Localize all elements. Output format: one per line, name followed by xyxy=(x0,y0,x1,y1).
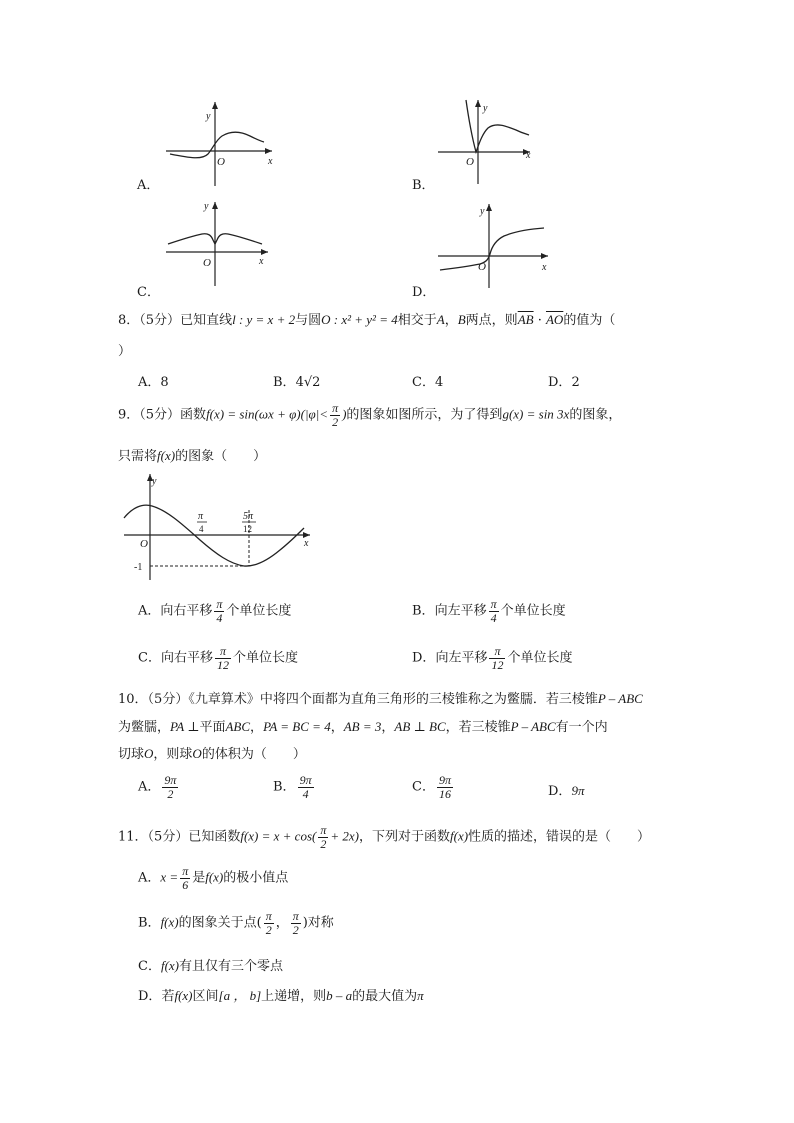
frac-den: 2 xyxy=(292,922,299,937)
frac-num: π xyxy=(215,645,231,659)
option-math: f(x) xyxy=(160,958,179,973)
option-text: 是 xyxy=(192,870,206,886)
option-math: f(x) xyxy=(160,914,179,930)
q9-fx: f(x) xyxy=(157,448,176,463)
option-math: [a ， b] xyxy=(218,988,262,1003)
q7-label-a: A． xyxy=(137,178,160,193)
option-text: 有且仅有三个零点 xyxy=(179,959,284,974)
y-label: y xyxy=(206,111,211,122)
q10-option-c[interactable] xyxy=(412,774,455,800)
q11-f-expr: f(x) = x + cos( xyxy=(240,828,317,844)
y-label: y xyxy=(480,206,485,217)
option-text: 个单位长度 xyxy=(232,650,298,666)
option-text: 个单位长度 xyxy=(507,650,573,666)
frac-num: π xyxy=(216,597,223,611)
q10-text: ，则球 xyxy=(153,747,193,762)
q8-circle-eq: O : x² + y² = 4 xyxy=(321,312,398,327)
x-label: x xyxy=(526,150,531,161)
q8-line1 xyxy=(118,309,615,328)
option-math: f(x) xyxy=(205,869,224,885)
option-text: 9π xyxy=(571,783,585,798)
option-label: D． xyxy=(548,375,572,390)
origin-label: O xyxy=(140,538,148,550)
option-text: 的图象关于点( xyxy=(178,915,262,931)
graph-c-svg xyxy=(160,198,280,293)
q8-option-d[interactable] xyxy=(548,371,580,390)
q7-label-c: C． xyxy=(137,285,160,300)
option-frac xyxy=(215,645,231,671)
q10-text: 为鳖臑， xyxy=(118,720,171,735)
q10-option-a[interactable] xyxy=(138,774,180,800)
x-arrow-icon xyxy=(261,249,268,255)
q8-text: ， xyxy=(444,313,458,328)
q10-math: AB ⊥ BC xyxy=(394,719,446,734)
q10-line1 xyxy=(118,688,643,707)
frac-den: 12 xyxy=(216,657,229,672)
frac-den: 2 xyxy=(167,786,174,801)
option-math: f(x) xyxy=(174,988,193,1003)
q10-math: O xyxy=(192,746,202,761)
min-label: -1 xyxy=(134,562,143,573)
option-label: B． xyxy=(138,915,161,931)
option-text: 若 xyxy=(161,989,175,1004)
tick1-den: 4 xyxy=(199,524,204,534)
q11-option-d[interactable] xyxy=(138,985,424,1004)
q10-math: P – ABC xyxy=(510,719,556,734)
q10-line2 xyxy=(118,716,608,735)
q10-math: PA ⊥ xyxy=(170,719,200,734)
q11-number: 11． xyxy=(118,829,148,845)
option-frac xyxy=(180,865,190,891)
origin-label: O xyxy=(203,257,211,269)
frac-den: 6 xyxy=(182,877,189,892)
option-label: A． xyxy=(138,779,161,795)
option-label: B． xyxy=(273,375,296,390)
option-label: A． xyxy=(138,603,161,619)
option-frac xyxy=(162,774,178,800)
option-label: D． xyxy=(548,784,572,799)
option-math: b – a xyxy=(326,988,353,1003)
option-label: B． xyxy=(412,603,435,619)
graph-d-svg xyxy=(434,198,554,293)
option-text: )对称 xyxy=(302,915,334,931)
q8-number: 8． xyxy=(118,313,140,328)
option-text: 向右平移 xyxy=(160,603,213,619)
q9-graph xyxy=(118,470,318,585)
q8-option-b[interactable] xyxy=(273,371,320,390)
option-text: ， xyxy=(275,915,289,931)
q8-line-eq: l : y = x + 2 xyxy=(232,312,296,327)
frac-den: 4 xyxy=(302,786,309,801)
q10-text: 的体积为（ ） xyxy=(201,747,306,762)
q10-option-d[interactable] xyxy=(548,780,584,799)
q9-line1 xyxy=(118,402,621,428)
frac-num: π xyxy=(320,823,327,837)
q8-text: 两点，则 xyxy=(465,313,518,328)
frac-num: π xyxy=(332,401,339,415)
option-label: D． xyxy=(138,989,162,1004)
frac-den: 16 xyxy=(438,786,451,801)
option-frac xyxy=(264,910,274,936)
option-text: 向左平移 xyxy=(434,603,487,619)
q10-text: 平面 xyxy=(199,720,226,735)
option-label: C． xyxy=(138,959,161,974)
q9-line2 xyxy=(118,445,266,464)
option-text: 8 xyxy=(160,375,169,390)
q11-line1 xyxy=(118,824,650,850)
option-text: 个单位长度 xyxy=(226,603,292,619)
q8-text: 与圆 xyxy=(295,313,322,328)
option-label: C． xyxy=(412,779,435,795)
tick2-den: 12 xyxy=(243,524,252,534)
q8-option-c[interactable] xyxy=(412,371,443,390)
frac-num: 9π xyxy=(164,773,177,787)
q8-close-paren: ） xyxy=(118,344,132,359)
q10-text: ，若三棱锥 xyxy=(445,720,511,735)
y-label: y xyxy=(204,201,209,212)
option-label: C． xyxy=(412,375,435,390)
q10-pyramid: P – ABC xyxy=(597,691,643,706)
q9-f-close: ) xyxy=(342,406,347,422)
frac-num: π xyxy=(489,645,505,659)
option-text: 4√2 xyxy=(295,375,321,390)
q9-text: 的图象（ ） xyxy=(175,449,267,464)
x-label: x xyxy=(304,538,309,549)
q10-text: 切球 xyxy=(118,747,145,762)
q8-text: 的值为（ xyxy=(563,313,616,328)
q9-number: 9． xyxy=(118,407,140,423)
curve-b xyxy=(466,100,529,152)
option-math: π xyxy=(417,988,424,1003)
option-frac xyxy=(489,598,499,624)
x-arrow-icon xyxy=(541,253,548,259)
q8-point-b: B xyxy=(457,312,466,327)
q11-text: ，下列对于函数 xyxy=(358,829,450,845)
origin-label: O xyxy=(217,156,225,168)
frac-den: 2 xyxy=(332,414,339,429)
q10-text: ， xyxy=(330,720,344,735)
q11-text: （5分）已知函数 xyxy=(147,829,241,845)
tick2-num: 5π xyxy=(243,511,254,522)
option-text: 的最大值为 xyxy=(352,989,418,1004)
curve-d xyxy=(440,228,544,270)
q9-g-expr: g(x) = sin 3x xyxy=(502,406,570,422)
option-text: 向右平移 xyxy=(160,650,213,666)
q9-text: 只需将 xyxy=(118,449,158,464)
q9-option-d[interactable] xyxy=(412,645,572,671)
y-label: y xyxy=(483,103,488,114)
q7-label-b: B． xyxy=(412,178,435,193)
q8-vector-ab: $\overline{AB}$ xyxy=(517,312,534,327)
q11-frac xyxy=(318,824,328,850)
option-text: 的极小值点 xyxy=(223,870,289,886)
tick1-num: π xyxy=(198,511,204,522)
sine-curve xyxy=(124,505,304,566)
q11-option-a[interactable] xyxy=(138,865,288,891)
x-label: x xyxy=(259,256,264,267)
x-label: x xyxy=(268,156,273,167)
y-arrow-icon xyxy=(486,204,492,211)
q9-option-b[interactable] xyxy=(412,598,566,624)
origin-label: O xyxy=(466,156,474,168)
option-label: C． xyxy=(138,650,161,666)
q8-dot: · xyxy=(533,313,546,328)
frac-den: 2 xyxy=(320,836,327,851)
option-text: 上递增，则 xyxy=(261,989,327,1004)
option-frac xyxy=(291,910,301,936)
option-frac xyxy=(489,645,505,671)
y-arrow-icon xyxy=(475,100,481,107)
q9-frac xyxy=(330,402,340,428)
option-text: 2 xyxy=(571,375,580,390)
q10-text: 有一个内 xyxy=(555,720,608,735)
q8-option-a[interactable] xyxy=(138,371,169,390)
q9-score: （5分）函数 xyxy=(139,407,207,423)
q10-number: 10． xyxy=(118,692,148,707)
q9-option-c[interactable] xyxy=(138,645,298,671)
q10-text: ， xyxy=(250,720,264,735)
origin-label: O xyxy=(478,261,486,273)
y-label: y xyxy=(152,476,157,487)
q10-text: （5分）《九章算术》中将四个面都为直角三角形的三棱锥称之为鳖臑．若三棱锥 xyxy=(147,692,598,707)
graph-b-svg xyxy=(434,96,544,191)
q11-option-c[interactable] xyxy=(138,955,283,974)
frac-num: π xyxy=(182,864,189,878)
option-frac xyxy=(298,774,314,800)
q9-option-a[interactable] xyxy=(138,598,291,624)
q11-f-tail: + 2x) xyxy=(330,828,359,844)
q10-option-b[interactable] xyxy=(273,774,316,800)
curve-a xyxy=(170,132,264,158)
q10-math: ABC xyxy=(225,719,251,734)
q8-point-a: A xyxy=(436,312,445,327)
option-label: B． xyxy=(273,779,296,795)
option-text: 个单位长度 xyxy=(500,603,566,619)
frac-den: 12 xyxy=(491,657,504,672)
q10-math: O xyxy=(144,746,154,761)
graph-a-svg xyxy=(160,96,280,191)
q9-text: 的图象， xyxy=(569,407,622,423)
frac-num: 9π xyxy=(299,773,312,787)
option-text: 4 xyxy=(434,375,444,390)
option-frac xyxy=(214,598,224,624)
frac-num: 9π xyxy=(438,773,451,787)
option-math: x = xyxy=(160,869,179,885)
frac-num: π xyxy=(265,909,272,923)
q11-text: 性质的描述，错误的是（ ） xyxy=(468,829,651,845)
q8-vector-ao: $\overline{AO}$ xyxy=(545,312,564,327)
frac-num: π xyxy=(292,909,299,923)
y-arrow-icon xyxy=(212,102,218,109)
frac-num: π xyxy=(490,597,497,611)
q8-text: 已知直线 xyxy=(180,313,233,328)
option-frac xyxy=(437,774,453,800)
q7-label-d: D． xyxy=(412,285,436,300)
x-label: x xyxy=(542,262,547,273)
q11-option-b[interactable] xyxy=(138,910,334,936)
option-label: A． xyxy=(138,870,161,886)
q9-text: 的图象如图所示，为了得到 xyxy=(346,407,503,423)
option-text: 向左平移 xyxy=(435,650,488,666)
option-label: A． xyxy=(138,375,161,390)
q9-f-expr: f(x) = sin(ωx + φ)(|φ|< xyxy=(206,406,329,422)
q10-line3 xyxy=(118,743,306,762)
q8-text: 相交于 xyxy=(397,313,437,328)
option-label: D． xyxy=(412,650,436,666)
q8-score: （5分） xyxy=(139,313,181,328)
q10-math: AB = 3 xyxy=(343,719,382,734)
option-text: 区间 xyxy=(192,989,219,1004)
q10-math: PA = BC = 4 xyxy=(263,719,331,734)
frac-den: 4 xyxy=(490,610,497,625)
y-arrow-icon xyxy=(212,202,218,209)
q10-text: ， xyxy=(381,720,395,735)
q11-fx: f(x) xyxy=(450,828,469,844)
frac-den: 2 xyxy=(265,922,272,937)
x-arrow-icon xyxy=(265,148,272,154)
frac-den: 4 xyxy=(216,610,223,625)
